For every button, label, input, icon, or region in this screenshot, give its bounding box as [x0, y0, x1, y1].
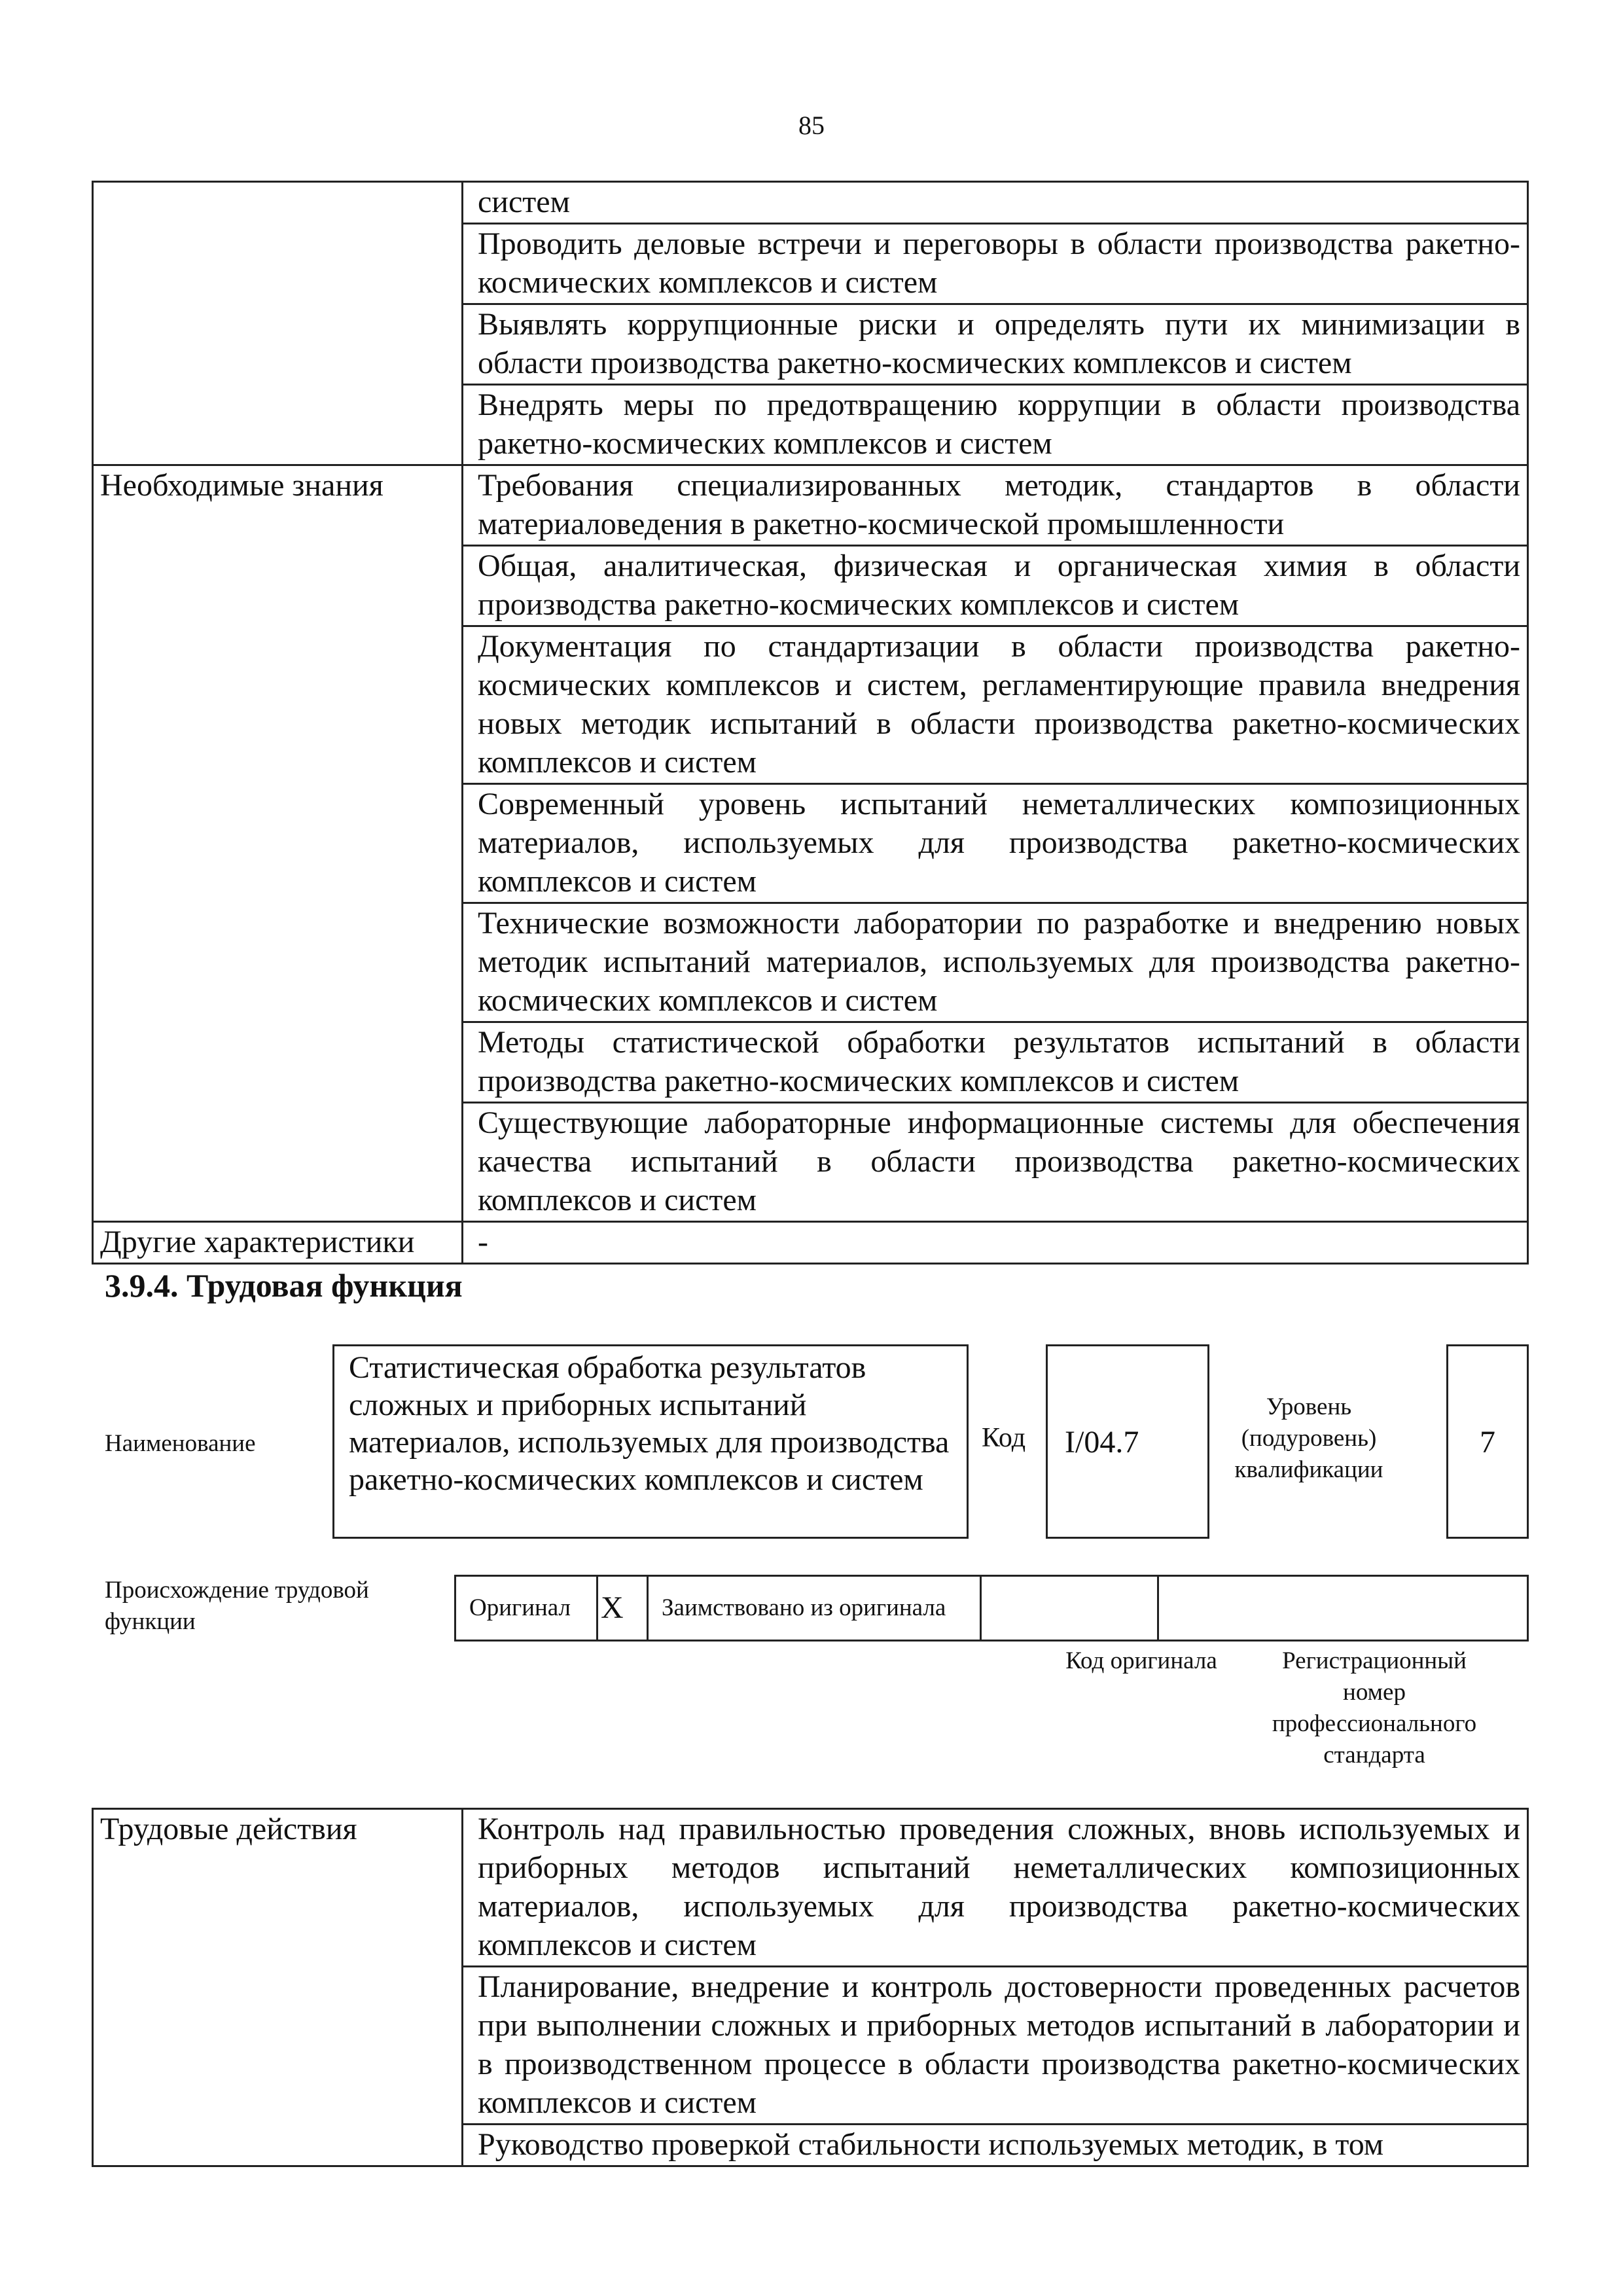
table-cell: Документация по стандартизации в области производства ракетно-космических комплексов и систем, регламентирующие правила внедрения новых методик испытаний в области производства ракетно-космических комплексов и систем — [463, 626, 1528, 784]
table-cell: Контроль над правильностью проведения сложных, вновь используемых и приборных методов испытаний неметаллических композиционных материалов, используемых для производства ракетно-космических комплексов и систем — [463, 1809, 1528, 1967]
reg-number-caption: Регистрационный номер профессионального стандарта — [1272, 1647, 1477, 1768]
qualification-level-label: Уровень (подуровень) квалификации — [1234, 1393, 1383, 1483]
table-row — [93, 182, 1528, 224]
table-cell: - — [463, 1222, 1528, 1264]
origin-label: Происхождение трудовой функции — [105, 1577, 369, 1635]
section-heading: 3.9.4. Трудовая функция — [105, 1267, 463, 1304]
row-label-actions: Трудовые действия — [93, 1809, 463, 2166]
function-code-box: I/04.7 — [1046, 1344, 1209, 1539]
table-cell: Общая, аналитическая, физическая и органическая химия в области производства ракетно-космических комплексов и систем — [463, 546, 1528, 626]
origin-reg-number-cell — [1158, 1576, 1528, 1641]
origin-borrowed-cell: Заимствовано из оригинала — [648, 1576, 981, 1641]
table-row — [93, 1809, 1528, 1967]
table-cell: систем — [463, 182, 1528, 224]
function-name-label: Наименование — [105, 1430, 256, 1457]
competency-table-bottom — [92, 1808, 1529, 2167]
table-cell: Технические возможности лаборатории по разработке и внедрению новых методик испытаний материалов, используемых для производства ракетно-космических комплексов и систем — [463, 903, 1528, 1022]
origin-code-cell — [981, 1576, 1158, 1641]
origin-table — [454, 1575, 1529, 1641]
table-cell: Существующие лабораторные информационные системы для обеспечения качества испытаний в области производства ракетно-космических комплексов и систем — [463, 1103, 1528, 1222]
table-cell: Современный уровень испытаний неметаллических композиционных материалов, используемых для производства ракетно-космических комплексов и систем — [463, 784, 1528, 903]
row-label-empty — [93, 182, 463, 465]
qualification-level-box: 7 — [1446, 1344, 1529, 1539]
origin-mark-cell: X — [597, 1576, 648, 1641]
row-label-knowledge: Необходимые знания — [93, 465, 463, 1222]
table-cell: Выявлять коррупционные риски и определять пути их минимизации в области производства ракетно-космических комплексов и систем — [463, 304, 1528, 385]
table-row — [93, 1222, 1528, 1264]
table-cell: Проводить деловые встречи и переговоры в области производства ракетно-космических комплексов и систем — [463, 224, 1528, 304]
code-caption: Код оригинала — [1065, 1647, 1217, 1674]
table-cell: Методы статистической обработки результатов испытаний в области производства ракетно-космических комплексов и систем — [463, 1022, 1528, 1103]
function-code-label: Код — [982, 1423, 1026, 1453]
table-row — [93, 465, 1528, 546]
competency-table-top — [92, 181, 1529, 1265]
table-cell: Требования специализированных методик, стандартов в области материаловедения в ракетно-космической промышленности — [463, 465, 1528, 546]
table-cell: Руководство проверкой стабильности используемых методик, в том — [463, 2125, 1528, 2166]
row-label-other: Другие характеристики — [93, 1222, 463, 1264]
table-cell: Планирование, внедрение и контроль достоверности проведенных расчетов при выполнении сложных и приборных методов испытаний в лаборатории и в производственном процессе в области производства ракетно-космических комплексов и систем — [463, 1967, 1528, 2125]
page-number: 85 — [798, 111, 825, 140]
table-cell: Внедрять меры по предотвращению коррупции в области производства ракетно-космических комплексов и систем — [463, 385, 1528, 465]
function-name-box: Статистическая обработка результатов сложных и приборных испытаний материалов, используемых для производства ракетно-космических комплексов и систем — [332, 1344, 969, 1539]
table-row — [455, 1576, 1528, 1641]
origin-original-cell: Оригинал — [455, 1576, 597, 1641]
